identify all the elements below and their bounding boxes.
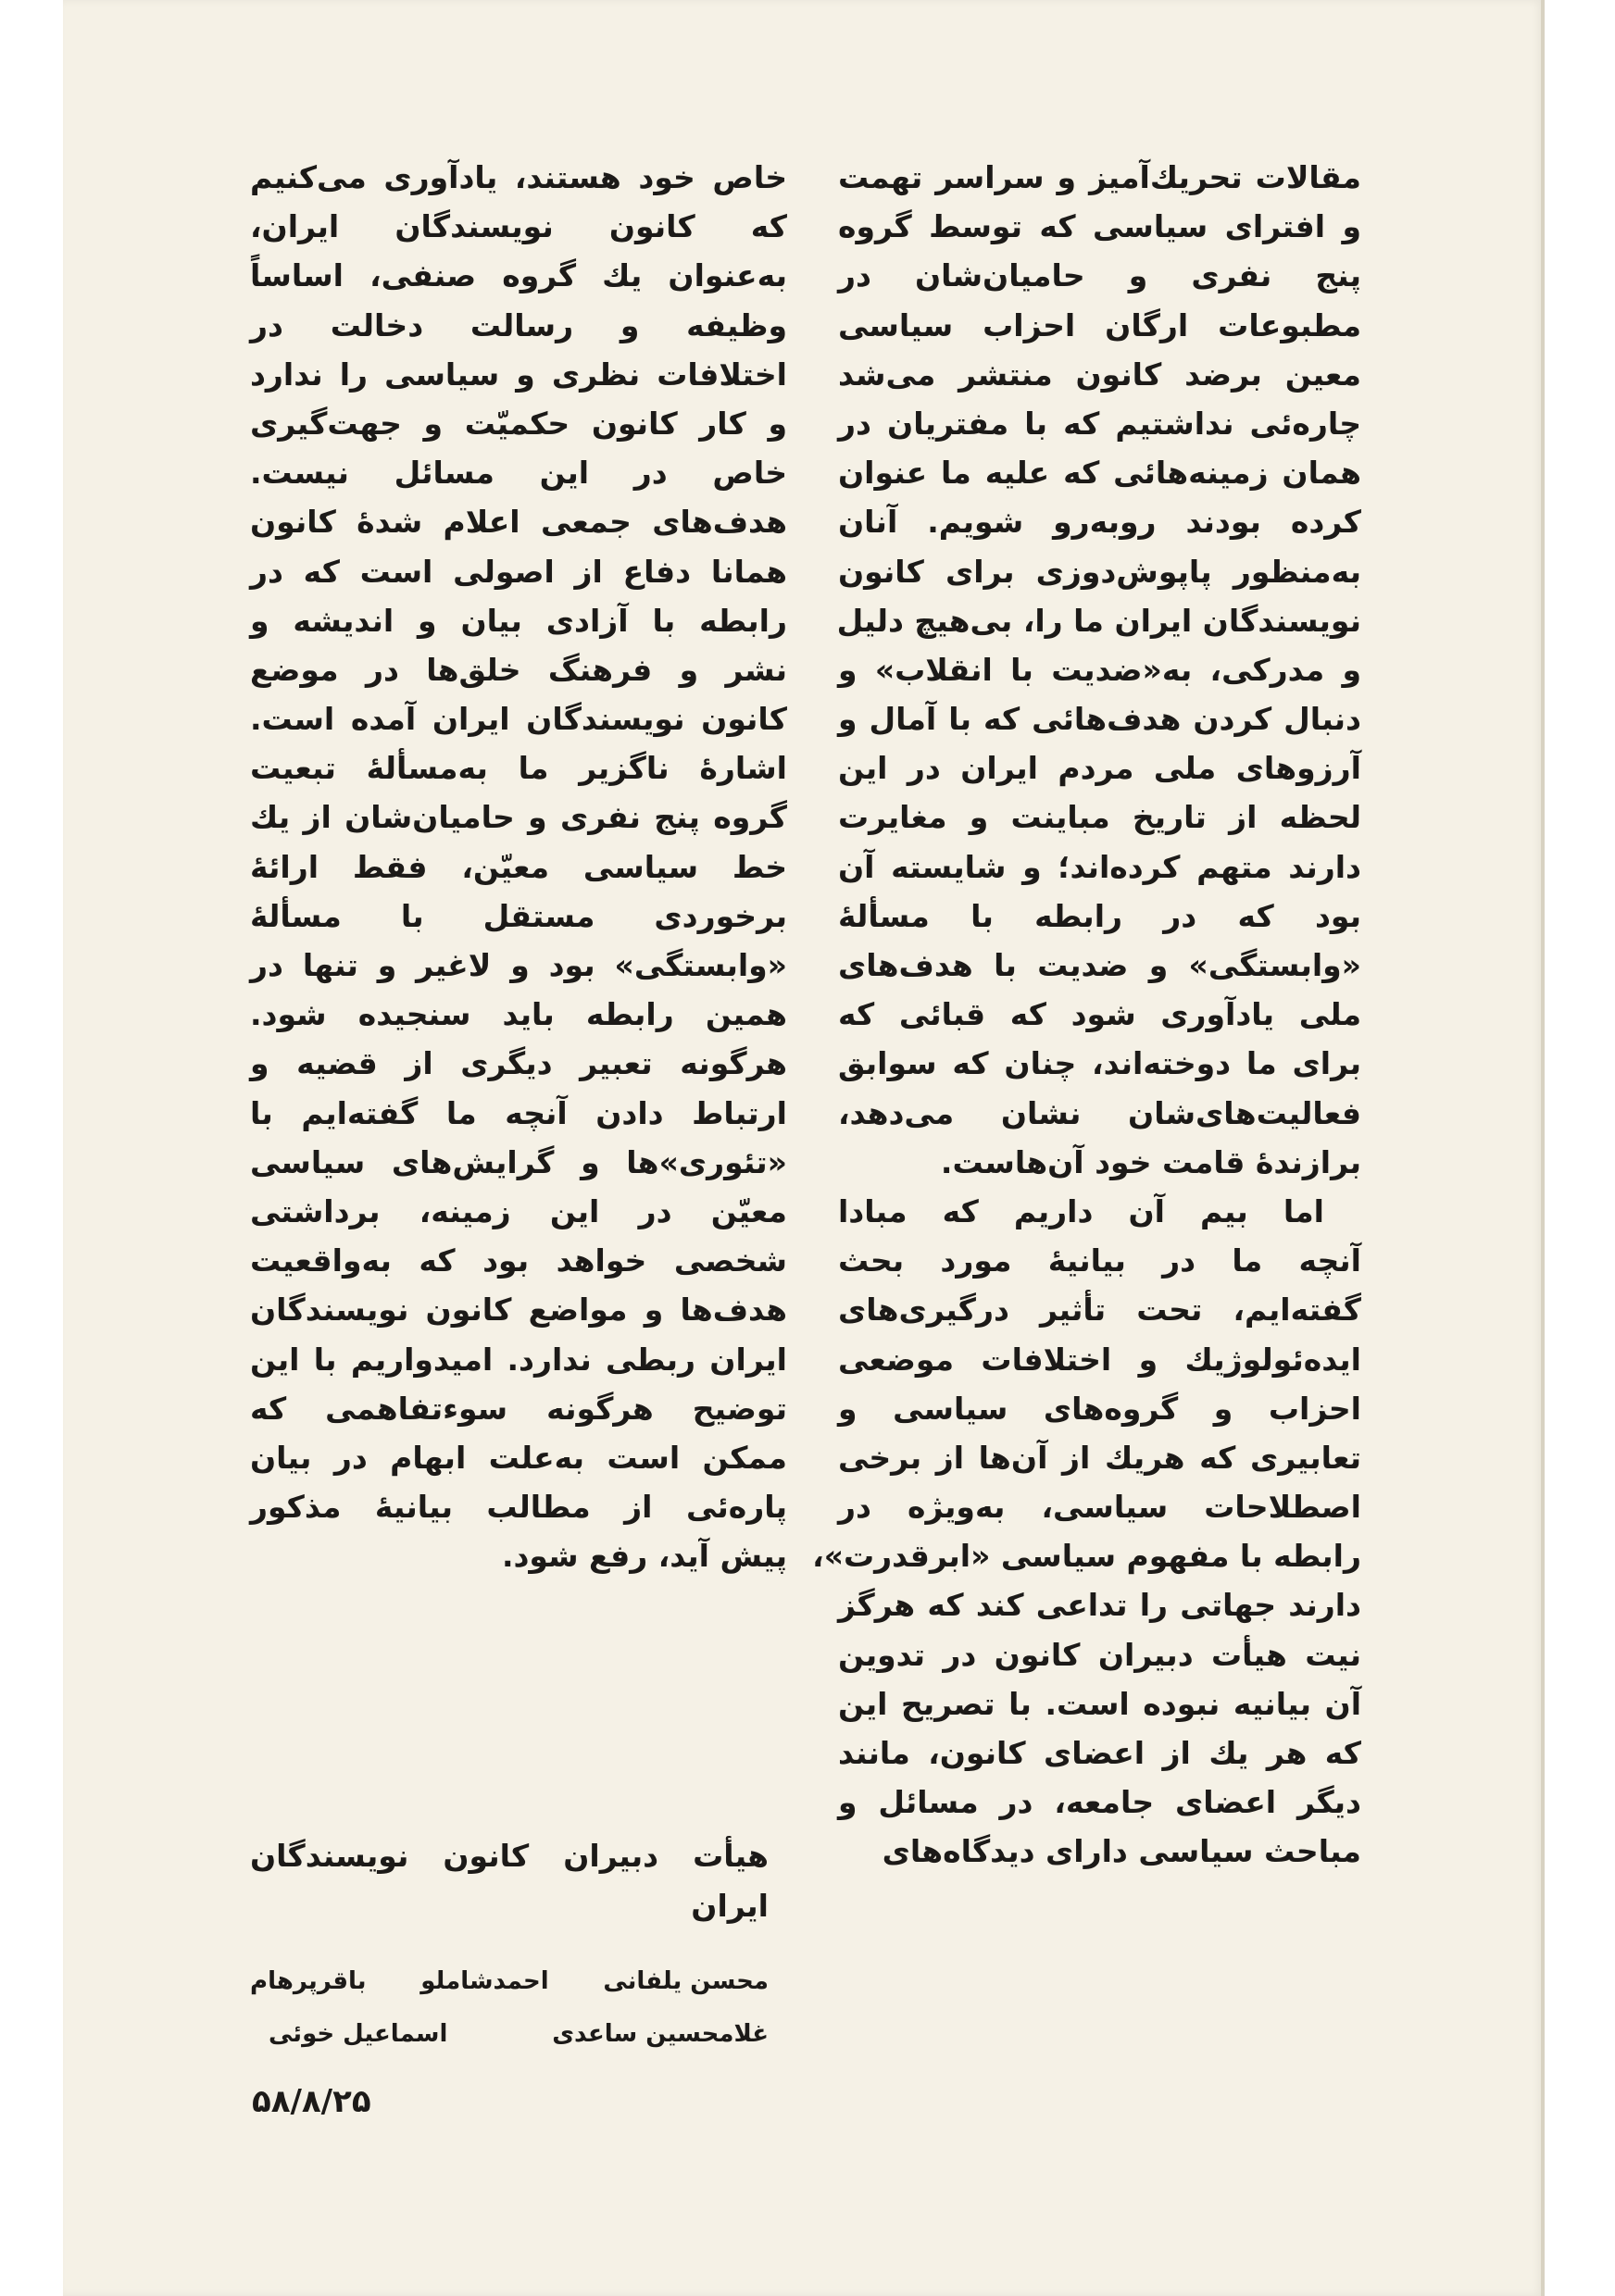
text-line: ایران ربطی ندارد. امیدواریم با این xyxy=(250,1341,787,1378)
text-line: خط سیاسی معیّن، فقط ارائهٔ xyxy=(250,848,787,885)
text-line: و کار کانون حکمیّت و جهت‌گیری xyxy=(250,405,787,442)
text-line: دیگر اعضای جامعه، در مسائل و xyxy=(838,1784,1361,1821)
signatory-name: محسن یلفانی xyxy=(603,1967,769,1995)
text-line: اصطلاحات سیاسی، به‌ویژه در xyxy=(838,1489,1361,1526)
text-line: برخوردی مستقل با مسألهٔ xyxy=(250,897,787,934)
text-line: برای ما دوخته‌اند، چنان که سوابق xyxy=(838,1045,1361,1082)
text-line: معین برضد کانون منتشر می‌شد xyxy=(838,356,1361,393)
text-line: مقالات تحريك‌آميز و سراسر تهمت xyxy=(838,159,1361,195)
text-line: رابطه با مفهوم سیاسی «ابرقدرت»، xyxy=(812,1538,1361,1575)
text-line: بود که در رابطه با مسألهٔ xyxy=(838,897,1361,934)
text-line: «تئوری»ها و گرایش‌های سیاسی xyxy=(250,1143,787,1180)
left-column-text xyxy=(250,153,787,1580)
text-line: و افترای سیاسی که توسط گروه xyxy=(838,208,1361,245)
text-line: رابطه با آزادی بیان و اندیشه و xyxy=(250,602,787,639)
text-line: توضیح هرگونه سوءتفاهمی که xyxy=(250,1390,787,1427)
text-line: دنبال کردن هدف‌هائی که با آمال و xyxy=(838,701,1361,738)
text-line: ارتباط دادن آنچه ما گفته‌ایم با xyxy=(250,1094,787,1131)
text-line: که هر یك از اعضای کانون، مانند xyxy=(838,1735,1361,1771)
document-date: ۵۸/۸/۲۵ xyxy=(252,2083,371,2120)
text-line: پاره‌ئی از مطالب بیانیهٔ مذکور xyxy=(250,1489,787,1526)
signatory-name: احمدشاملو xyxy=(420,1967,549,1995)
text-line: آن بیانیه نبوده است. با تصریح این xyxy=(838,1685,1361,1722)
text-line: مباحث سیاسی دارای دیدگاه‌های xyxy=(882,1833,1361,1870)
signatory-names-row1 xyxy=(250,1963,769,2000)
text-line: مطبوعات ارگان احزاب سیاسی xyxy=(838,306,1361,343)
text-line: تعابیری که هریك از آن‌ها از برخی xyxy=(838,1439,1361,1476)
text-line: ایده‌ئولوژیك و اختلافات موضعی xyxy=(838,1341,1361,1378)
text-line: ملی یادآوری شود که قبائی که xyxy=(838,996,1361,1033)
text-line: اشارهٔ ناگزیر ما به‌مسألهٔ تبعیت xyxy=(250,750,787,787)
text-line: پیش آید، رفع شود. xyxy=(501,1538,787,1575)
text-line: ممکن است به‌علت ابهام در بیان xyxy=(250,1439,787,1476)
text-line: کانون نویسندگان ایران آمده است. xyxy=(250,701,787,738)
text-line: گفته‌ایم، تحت تأثیر درگیری‌های xyxy=(838,1292,1361,1329)
text-line: آرزوهای ملی مردم ایران در این xyxy=(838,750,1361,787)
text-line: دارند جهاتی را تداعی کند که هرگز xyxy=(838,1587,1361,1624)
text-line: دارند متهم کرده‌اند؛ و شایسته آن xyxy=(838,848,1361,885)
text-line: چاره‌ئی نداشتیم که با مفتریان در xyxy=(838,405,1361,442)
text-line: نویسندگان ایران ما را، بی‌هیچ دلیل xyxy=(836,602,1361,639)
text-line: فعالیت‌های‌شان نشان می‌دهد، xyxy=(838,1094,1361,1131)
right-column-text xyxy=(812,153,1361,1877)
text-line: وظیفه و رسالت دخالت در xyxy=(250,306,787,343)
text-line: همین رابطه باید سنجیده شود. xyxy=(250,996,787,1033)
text-line: نشر و فرهنگ خلق‌ها در موضع xyxy=(250,651,787,688)
text-line: که کانون نویسندگان ایران، xyxy=(250,208,787,245)
text-line: «وابستگی» و ضدیت با هدف‌های xyxy=(838,947,1361,983)
text-line: اما بیم آن داریم که مبادا xyxy=(838,1192,1324,1229)
signatory-name: اسماعیل خوئی xyxy=(269,2020,448,2048)
text-line: لحظه از تاریخ مباینت و مغایرت xyxy=(838,799,1361,836)
text-line: نیت هیأت دبیران کانون در تدوین xyxy=(838,1636,1361,1673)
text-line: هرگونه تعبیر دیگری از قضیه و xyxy=(250,1045,787,1082)
text-line: شخصی خواهد بود که به‌واقعیت xyxy=(250,1242,787,1279)
text-line: همانا دفاع از اصولی است که در xyxy=(250,553,787,590)
text-line: و مدرکی، به«ضدیت با انقلاب» و xyxy=(838,651,1361,688)
text-line: برازندهٔ قامت خود آن‌هاست. xyxy=(940,1143,1361,1180)
text-line: پنج نفری و حامیان‌شان در xyxy=(838,257,1361,294)
text-line: آنچه ما در بیانیهٔ مورد بحث xyxy=(838,1242,1361,1279)
signatory-name: باقرپرهام xyxy=(250,1967,367,1995)
text-line: خاص در این مسائل نیست. xyxy=(250,455,787,492)
text-line: هدف‌های جمعی اعلام شدهٔ کانون xyxy=(250,504,787,541)
signatory-organization-line2: ایران xyxy=(691,1888,769,1924)
text-line: به‌منظور پاپوش‌دوزی برای کانون xyxy=(838,553,1361,590)
signatory-names-row2 xyxy=(269,2015,769,2053)
text-line: اختلافات نظری و سیاسی را ندارد xyxy=(250,356,787,393)
signatory-organization-line1: هیأت دبیران کانون نویسندگان xyxy=(250,1838,769,1874)
text-line: به‌عنوان یك گروه صنفی، اساساً xyxy=(250,257,787,294)
text-line: احزاب و گروه‌های سیاسی و xyxy=(838,1390,1361,1427)
text-line: «وابستگی» بود و لاغیر و تنها در xyxy=(250,947,787,983)
text-line: گروه پنج نفری و حامیان‌شان از یك xyxy=(250,799,787,836)
text-line: هدف‌ها و مواضع کانون نویسندگان xyxy=(250,1292,787,1329)
text-line: همان زمینه‌هائی که علیه ما عنوان xyxy=(838,455,1361,492)
text-line: معیّن در این زمینه، برداشتی xyxy=(250,1192,787,1229)
signatory-name: غلامحسین ساعدی xyxy=(552,2020,769,2048)
text-line: کرده بودند روبه‌رو شویم. آنان xyxy=(838,504,1361,541)
text-line: خاص خود هستند، یادآوری می‌کنیم xyxy=(250,159,787,195)
